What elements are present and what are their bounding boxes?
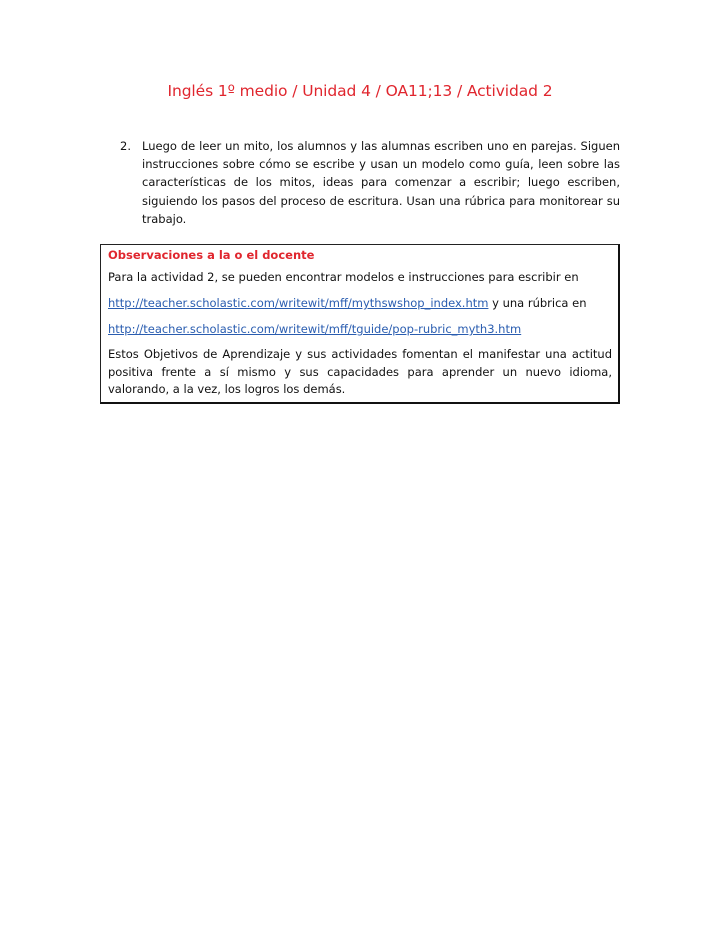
- teacher-observations-box: [100, 244, 620, 404]
- observations-closing: Estos Objetivos de Aprendizaje y sus actividades fomentan el manifestar una actitud positiva frente a sí mismo y sus capacidades para aprender un nuevo idioma, valorando, a la vez, los logros los demás.: [108, 347, 612, 396]
- observations-title: Observaciones a la o el docente: [108, 248, 315, 262]
- activity-text: Luego de leer un mito, los alumnos y las alumnas escriben uno en parejas. Siguen instrucciones sobre cómo se escribe y usan un modelo como guía, leen sobre las características de los mitos, ideas para comenzar a escribir; luego escriben, siguiendo los pasos del proceso de escritura. Usan una rúbrica para monitorear su trabajo.: [142, 139, 620, 226]
- observations-intro: Para la actividad 2, se pueden encontrar modelos e instrucciones para escribir en: [108, 270, 579, 284]
- link1-suffix: y una rúbrica en: [488, 296, 587, 310]
- myths-workshop-link[interactable]: http://teacher.scholastic.com/writewit/mff/mythswshop_index.htm: [108, 296, 489, 310]
- page-title: Inglés 1º medio / Unidad 4 / OA11;13 / Actividad 2: [167, 82, 553, 100]
- activity-item: [120, 137, 620, 228]
- activity-number: 2.: [120, 139, 131, 153]
- rubric-link[interactable]: http://teacher.scholastic.com/writewit/mff/tguide/pop-rubric_myth3.htm: [108, 322, 522, 336]
- observations-link2-line: [108, 321, 612, 338]
- observations-link1-line: [108, 295, 612, 312]
- activity-list: [120, 137, 620, 228]
